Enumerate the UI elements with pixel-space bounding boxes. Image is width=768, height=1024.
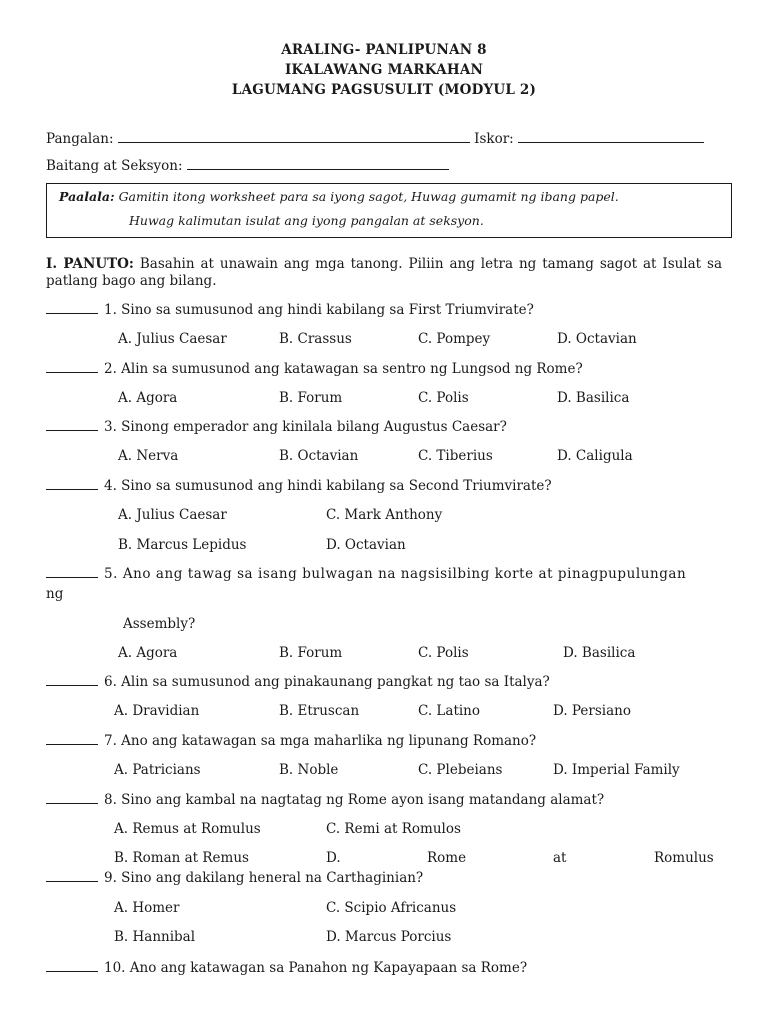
question-6: 6. Alin sa sumusunod ang pinakaunang pangkat ng tao sa Italya? bbox=[46, 674, 550, 690]
question-10: 10. Ano ang katawagan sa Panahon ng Kapayapaan sa Rome? bbox=[46, 960, 527, 976]
answer-blank-9[interactable] bbox=[46, 870, 98, 882]
q6-option-d: D. Persiano bbox=[553, 703, 631, 719]
q8-option-a: A. Remus at Romulus bbox=[114, 821, 261, 837]
name-label: Pangalan: bbox=[46, 131, 114, 147]
q2-option-a: A. Agora bbox=[118, 390, 178, 406]
q7-option-b: B. Noble bbox=[279, 762, 339, 778]
q8-option-d-letter: D. bbox=[326, 850, 341, 866]
reminder-box bbox=[46, 183, 732, 238]
q8-option-d-word-1: Rome bbox=[427, 850, 467, 866]
answer-blank-8[interactable] bbox=[46, 792, 98, 804]
name-row bbox=[46, 130, 704, 147]
q6-option-c: C. Latino bbox=[418, 703, 481, 719]
section-row bbox=[46, 157, 449, 174]
answer-blank-7[interactable] bbox=[46, 733, 98, 745]
q3-option-d: D. Caligula bbox=[557, 448, 633, 464]
answer-blank-2[interactable] bbox=[46, 361, 98, 373]
q5-option-d: D. Basilica bbox=[563, 645, 636, 661]
q8-option-d-word-2: at bbox=[553, 850, 567, 866]
q2-option-b: B. Forum bbox=[279, 390, 343, 406]
q5-option-c: C. Polis bbox=[418, 645, 469, 661]
q9-option-a: A. Homer bbox=[114, 900, 180, 916]
answer-blank-6[interactable] bbox=[46, 674, 98, 686]
answer-blank-1[interactable] bbox=[46, 302, 98, 314]
q3-option-a: A. Nerva bbox=[118, 448, 179, 464]
answer-blank-4[interactable] bbox=[46, 478, 98, 490]
q4-option-a: A. Julius Caesar bbox=[118, 507, 227, 523]
q1-option-d: D. Octavian bbox=[557, 331, 637, 347]
answer-blank-5[interactable] bbox=[46, 566, 98, 578]
question-1: 1. Sino sa sumusunod ang hindi kabilang sa First Triumvirate? bbox=[46, 302, 534, 318]
q1-option-a: A. Julius Caesar bbox=[118, 331, 227, 347]
q2-option-c: C. Polis bbox=[418, 390, 469, 406]
question-9: 9. Sino ang dakilang heneral na Carthaginian? bbox=[46, 870, 423, 886]
q9-option-b: B. Hannibal bbox=[114, 929, 196, 945]
score-field[interactable] bbox=[518, 130, 704, 143]
q5-option-a: A. Agora bbox=[118, 645, 178, 661]
q9-option-c: C. Scipio Africanus bbox=[326, 900, 457, 916]
instructions-text: Basahin at unawain ang mga tanong. Piliin ang letra ng tamang sagot at Isulat sa patlang bago ang bilang. bbox=[46, 256, 723, 289]
question-7: 7. Ano ang katawagan sa mga maharlika ng lipunang Romano? bbox=[46, 733, 536, 749]
question-5: 5. Ano ang tawag sa isang bulwagan na nagsisilbing korte at pinagpupulungan bbox=[46, 566, 722, 582]
q7-option-a: A. Patricians bbox=[114, 762, 201, 778]
reminder-line-2: Huwag kalimutan isulat ang iyong pangalan at seksyon. bbox=[129, 213, 484, 228]
q8-option-c: C. Remi at Romulos bbox=[326, 821, 461, 837]
test-title: LAGUMANG PAGSUSULIT (MODYUL 2) bbox=[231, 82, 537, 98]
answer-blank-10[interactable] bbox=[46, 960, 98, 972]
q9-option-d: D. Marcus Porcius bbox=[326, 929, 452, 945]
q8-option-d-word-3: Romulus bbox=[654, 850, 714, 866]
q6-option-b: B. Etruscan bbox=[279, 703, 360, 719]
subject-title: ARALING- PANLIPUNAN 8 bbox=[281, 42, 487, 58]
question-8: 8. Sino ang kambal na nagtatag ng Rome ayon isang matandang alamat? bbox=[46, 792, 604, 808]
q6-option-a: A. Dravidian bbox=[114, 703, 200, 719]
question-4: 4. Sino sa sumusunod ang hindi kabilang sa Second Triumvirate? bbox=[46, 478, 552, 494]
document-header bbox=[0, 40, 768, 100]
instructions bbox=[46, 256, 722, 290]
reminder-line-1: Gamitin itong worksheet para sa iyong sagot, Huwag gumamit ng ibang papel. bbox=[118, 189, 619, 204]
q1-option-b: B. Crassus bbox=[279, 331, 352, 347]
q3-option-b: B. Octavian bbox=[279, 448, 359, 464]
q2-option-d: D. Basilica bbox=[557, 390, 630, 406]
q4-option-b: B. Marcus Lepidus bbox=[118, 537, 247, 553]
name-field[interactable] bbox=[118, 130, 470, 143]
quarter-title: IKALAWANG MARKAHAN bbox=[284, 62, 484, 78]
q4-option-c: C. Mark Anthony bbox=[326, 507, 443, 523]
question-3: 3. Sinong emperador ang kinilala bilang Augustus Caesar? bbox=[46, 419, 507, 435]
question-5-continued-2: Assembly? bbox=[123, 616, 196, 632]
question-5-continued: ng bbox=[46, 586, 64, 602]
q8-option-b: B. Roman at Remus bbox=[114, 850, 249, 866]
question-2: 2. Alin sa sumusunod ang katawagan sa sentro ng Lungsod ng Rome? bbox=[46, 361, 583, 377]
q7-option-c: C. Plebeians bbox=[418, 762, 503, 778]
q3-option-c: C. Tiberius bbox=[418, 448, 493, 464]
reminder-label: Paalala: bbox=[59, 189, 115, 204]
section-field[interactable] bbox=[187, 157, 449, 170]
answer-blank-3[interactable] bbox=[46, 419, 98, 431]
instructions-label: I. PANUTO: bbox=[46, 256, 134, 272]
section-label: Baitang at Seksyon: bbox=[46, 158, 183, 174]
q4-option-d: D. Octavian bbox=[326, 537, 406, 553]
q1-option-c: C. Pompey bbox=[418, 331, 491, 347]
q7-option-d: D. Imperial Family bbox=[553, 762, 680, 778]
q5-option-b: B. Forum bbox=[279, 645, 343, 661]
score-label: Iskor: bbox=[474, 131, 514, 147]
